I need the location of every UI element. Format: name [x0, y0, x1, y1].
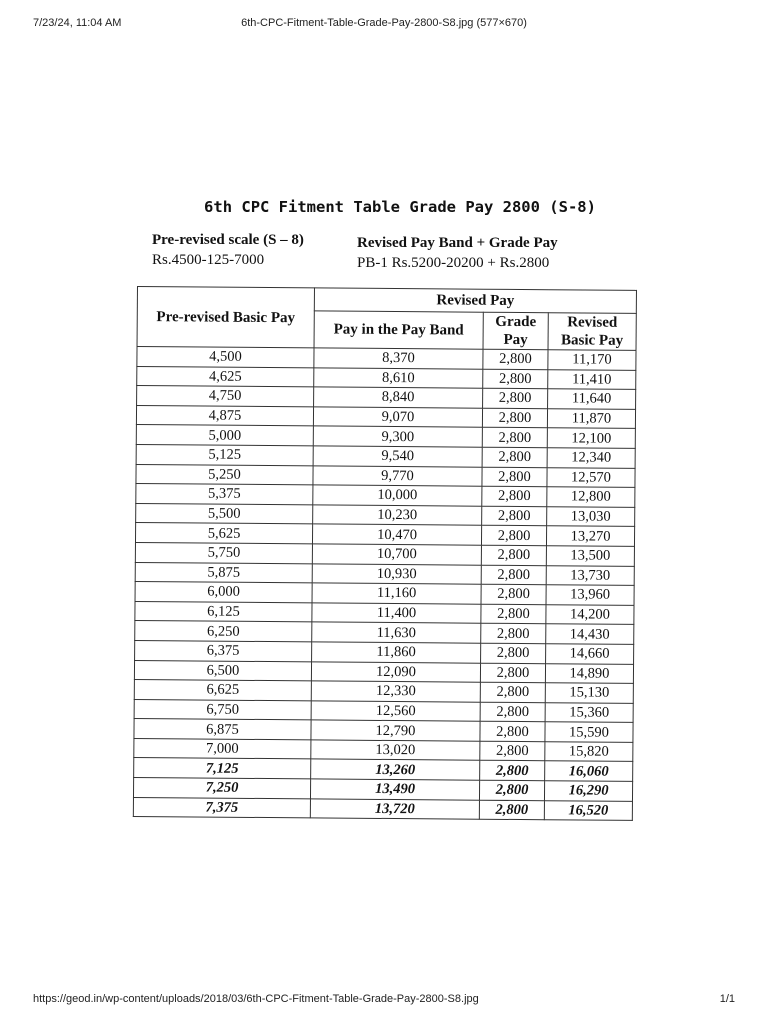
pre-revised-basic-pay-cell: 5,125 [136, 444, 313, 465]
header-revised-basic-pay: Revised Basic Pay [548, 313, 636, 351]
grade-pay-cell: 2,800 [479, 780, 544, 800]
grade-pay-cell: 2,800 [481, 584, 546, 604]
revised-basic-pay-cell: 11,640 [548, 389, 636, 409]
revised-basic-pay-cell: 14,660 [546, 644, 634, 664]
pre-revised-basic-pay-cell: 7,000 [134, 738, 311, 759]
fitment-table [133, 286, 637, 821]
revised-basic-pay-cell: 13,960 [546, 585, 634, 605]
pay-band-cell: 10,930 [312, 563, 481, 584]
pre-revised-basic-pay-cell: 6,625 [134, 680, 311, 701]
table-row [133, 797, 632, 821]
revised-basic-pay-cell: 16,520 [544, 800, 632, 820]
scanned-document [130, 190, 640, 830]
pre-revised-basic-pay-cell: 7,375 [133, 797, 310, 818]
revised-basic-pay-cell: 12,100 [547, 428, 635, 448]
pay-band-cell: 13,490 [310, 779, 479, 800]
pay-band-cell: 12,560 [311, 701, 480, 722]
revised-basic-pay-cell: 15,590 [545, 722, 633, 742]
grade-pay-cell: 2,800 [482, 408, 547, 428]
header-pay-in-pay-band: Pay in the Pay Band [314, 311, 483, 349]
pay-band-cell: 11,630 [312, 622, 481, 643]
pre-revised-basic-pay-cell: 4,750 [137, 386, 314, 407]
print-page-number: 1/1 [719, 993, 735, 1005]
revised-basic-pay-cell: 15,360 [545, 702, 633, 722]
pay-band-cell: 13,720 [310, 799, 479, 820]
pre-revised-basic-pay-cell: 5,000 [136, 425, 313, 446]
revised-basic-pay-cell: 15,130 [545, 683, 633, 703]
pay-band-cell: 8,840 [314, 387, 483, 408]
revised-pay-band-value: PB-1 Rs.5200-20200 + Rs.2800 [357, 255, 550, 271]
revised-basic-pay-cell: 16,290 [544, 781, 632, 801]
revised-pay-band-block [357, 233, 558, 273]
pay-band-cell: 12,790 [311, 720, 480, 741]
grade-pay-cell: 2,800 [481, 565, 546, 585]
pre-revised-basic-pay-cell: 5,875 [135, 562, 312, 583]
pay-band-cell: 9,770 [313, 465, 482, 486]
revised-basic-pay-cell: 14,200 [546, 604, 634, 624]
header-grade-pay: Grade Pay [483, 312, 548, 350]
pay-band-cell: 9,300 [313, 426, 482, 447]
pre-revised-basic-pay-cell: 5,625 [135, 523, 312, 544]
revised-basic-pay-cell: 11,410 [548, 369, 636, 389]
pay-band-cell: 13,020 [311, 740, 480, 761]
grade-pay-cell: 2,800 [480, 663, 545, 683]
grade-pay-cell: 2,800 [483, 388, 548, 408]
pre-revised-basic-pay-cell: 7,125 [134, 758, 311, 779]
grade-pay-cell: 2,800 [482, 447, 547, 467]
revised-basic-pay-cell: 11,170 [548, 350, 636, 370]
fitment-table-body [133, 347, 636, 821]
grade-pay-cell: 2,800 [480, 761, 545, 781]
pre-revised-basic-pay-cell: 5,375 [136, 484, 313, 505]
revised-basic-pay-cell: 14,430 [546, 624, 634, 644]
pay-band-cell: 9,540 [313, 446, 482, 467]
revised-basic-pay-cell: 13,730 [546, 565, 634, 585]
pre-revised-scale-value: Rs.4500-125-7000 [152, 252, 265, 268]
pre-revised-basic-pay-cell: 4,500 [137, 347, 314, 368]
revised-basic-pay-cell: 12,340 [547, 448, 635, 468]
pay-band-cell: 10,470 [312, 524, 481, 545]
pay-band-cell: 11,160 [312, 583, 481, 604]
grade-pay-cell: 2,800 [480, 721, 545, 741]
grade-pay-cell: 2,800 [481, 526, 546, 546]
pre-revised-scale-heading: Pre-revised scale (S – 8) [152, 232, 304, 248]
header-revised-pay: Revised Pay [314, 288, 636, 314]
pay-band-cell: 12,330 [311, 681, 480, 702]
pre-revised-basic-pay-cell: 6,500 [134, 660, 311, 681]
revised-basic-pay-cell: 12,570 [547, 467, 635, 487]
grade-pay-cell: 2,800 [480, 682, 545, 702]
revised-basic-pay-cell: 16,060 [545, 761, 633, 781]
grade-pay-cell: 2,800 [483, 369, 548, 389]
pay-band-cell: 13,260 [311, 759, 480, 780]
print-document-title: 6th-CPC-Fitment-Table-Grade-Pay-2800-S8.jpg (577×670) [241, 17, 527, 29]
print-url: https://geod.in/wp-content/uploads/2018/03/6th-CPC-Fitment-Table-Grade-Pay-2800-S8.jpg [33, 993, 479, 1005]
grade-pay-cell: 2,800 [483, 349, 548, 369]
revised-basic-pay-cell: 11,870 [547, 409, 635, 429]
pre-revised-basic-pay-cell: 5,500 [136, 503, 313, 524]
grade-pay-cell: 2,800 [480, 741, 545, 761]
grade-pay-cell: 2,800 [482, 467, 547, 487]
pay-band-cell: 11,860 [312, 642, 481, 663]
pre-revised-basic-pay-cell: 4,625 [137, 366, 314, 387]
pre-revised-basic-pay-cell: 6,750 [134, 699, 311, 720]
pre-revised-basic-pay-cell: 6,875 [134, 719, 311, 740]
revised-basic-pay-cell: 13,500 [546, 546, 634, 566]
pre-revised-basic-pay-cell: 6,125 [135, 601, 312, 622]
pre-revised-basic-pay-cell: 6,375 [135, 640, 312, 661]
revised-pay-band-heading: Revised Pay Band + Grade Pay [357, 235, 558, 251]
pre-revised-basic-pay-cell: 5,750 [135, 542, 312, 563]
pre-revised-basic-pay-cell: 6,000 [135, 582, 312, 603]
grade-pay-cell: 2,800 [482, 506, 547, 526]
grade-pay-cell: 2,800 [482, 486, 547, 506]
pay-band-cell: 8,610 [314, 367, 483, 388]
grade-pay-cell: 2,800 [481, 545, 546, 565]
pay-band-cell: 10,230 [313, 505, 482, 526]
grade-pay-cell: 2,800 [480, 702, 545, 722]
pay-band-cell: 8,370 [314, 348, 483, 369]
header-pre-revised-basic-pay: Pre-revised Basic Pay [137, 287, 314, 348]
pay-band-cell: 10,000 [313, 485, 482, 506]
grade-pay-cell: 2,800 [481, 643, 546, 663]
pre-revised-basic-pay-cell: 7,250 [133, 778, 310, 799]
document-title: 6th CPC Fitment Table Grade Pay 2800 (S-8) [204, 198, 596, 216]
grade-pay-cell: 2,800 [481, 624, 546, 644]
print-datetime: 7/23/24, 11:04 AM [33, 17, 122, 29]
pay-band-cell: 10,700 [312, 544, 481, 565]
revised-basic-pay-cell: 13,270 [546, 526, 634, 546]
revised-basic-pay-cell: 12,800 [547, 487, 635, 507]
pre-revised-basic-pay-cell: 5,250 [136, 464, 313, 485]
grade-pay-cell: 2,800 [482, 428, 547, 448]
grade-pay-cell: 2,800 [481, 604, 546, 624]
revised-basic-pay-cell: 13,030 [547, 506, 635, 526]
pre-revised-basic-pay-cell: 4,875 [136, 405, 313, 426]
revised-basic-pay-cell: 15,820 [545, 742, 633, 762]
pre-revised-scale-block [152, 230, 304, 270]
grade-pay-cell: 2,800 [479, 800, 544, 820]
pay-band-cell: 9,070 [313, 407, 482, 428]
pay-band-cell: 11,400 [312, 603, 481, 624]
pre-revised-basic-pay-cell: 6,250 [135, 621, 312, 642]
revised-basic-pay-cell: 14,890 [545, 663, 633, 683]
pay-band-cell: 12,090 [311, 661, 480, 682]
